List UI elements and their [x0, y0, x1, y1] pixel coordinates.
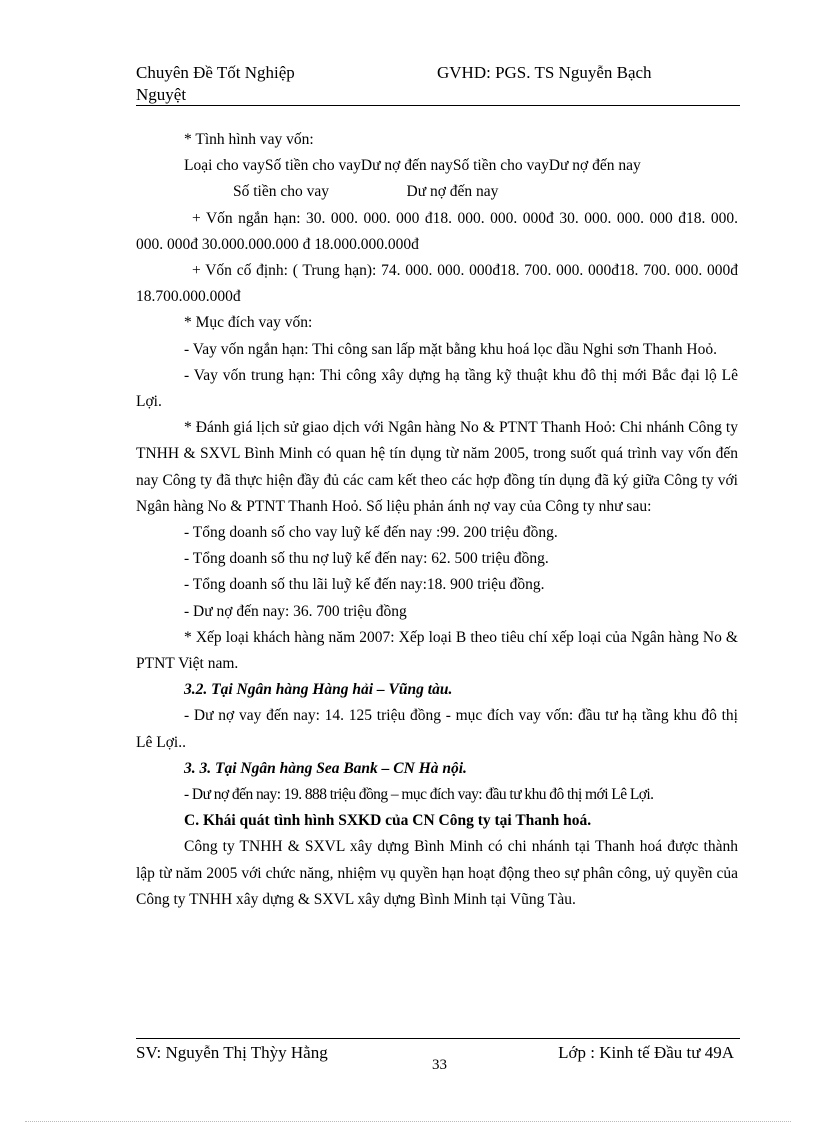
customer-rating-paragraph: * Xếp loại khách hàng năm 2007: Xếp loại B theo tiêu chí xếp loại của Ngân hàng No & PTNT Việt nam. [136, 628, 738, 673]
outstanding-debt-item: - Dư nợ đến nay: 36. 700 triệu đồng [184, 602, 407, 620]
medium-term-purpose-paragraph: - Vay vốn trung hạn: Thi công xây dựng hạ tầng kỹ thuật khu đô thị mới Bắc đại lộ Lê Lợi. [136, 366, 738, 411]
footer-student-name: SV: Nguyễn Thị Thỳy Hằng [136, 1043, 328, 1062]
loan-table-subheader: Số tiền cho vay Dư nợ đến nay [233, 183, 499, 201]
short-term-purpose-paragraph: - Vay vốn ngắn hạn: Thi công san lấp mặt bằng khu hoá lọc dầu Nghi sơn Thanh Hoỏ. [184, 340, 717, 358]
total-loan-sales-item: - Tổng doanh số cho vay luỹ kế đến nay :99. 200 triệu đồng. [184, 524, 558, 542]
short-term-loan-text: + Vốn ngắn hạn: 30. 000. 000. 000 đ18. 000. 000. 000đ 30. 000. 000. 000 đ18. 000. 000. 000đ 30.000.000.000 đ 18.000.000.000đ [136, 209, 738, 253]
company-overview-paragraph: Công ty TNHH & SXVL xây dựng Bình Minh có chi nhánh tại Thanh hoá được thành lập từ năm 2005 với chức năng, nhiệm vụ quyền hạn hoạt động theo sự phân công, uỷ quyền của Công ty TNHH xây dựng & SXVL xây dựng Bình Minh tại Vũng Tàu. [136, 838, 738, 908]
loan-table-header-run: Loại cho vaySố tiền cho vayDư nợ đến naySố tiền cho vayDư nợ đến nay [184, 157, 641, 175]
short-term-loan-row [136, 206, 738, 258]
header-thesis-title: Chuyên Đề Tốt Nghiệp [136, 63, 295, 82]
fixed-capital-loan-row: + Vốn cố định: ( Trung hạn): 74. 000. 000. 000đ18. 700. 000. 000đ18. 700. 000. 000đ 18.700.000.000đ [136, 262, 738, 306]
footer-rule [136, 1038, 740, 1039]
footer-class: Lớp : Kinh tế Đầu tư 49A [558, 1043, 734, 1062]
page-edge-dotted-line [25, 1121, 791, 1122]
maritime-bank-debt-paragraph: - Dư nợ vay đến nay: 14. 125 triệu đồng - mục đích vay vốn: đầu tư hạ tầng khu đô thị Lê Lợi.. [136, 707, 738, 751]
document-body [136, 127, 738, 913]
header-supervisor-continued: Nguyệt [136, 85, 187, 104]
total-debt-collected-item: - Tổng doanh số thu nợ luỹ kế đến nay: 62. 500 triệu đồng. [184, 550, 549, 568]
loan-status-heading: * Tình hình vay vốn: [184, 131, 314, 148]
loan-purpose-heading: * Mục đích vay vốn: [184, 314, 313, 332]
transaction-history-paragraph: * Đánh giá lịch sử giao dịch với Ngân hàng No & PTNT Thanh Hoỏ: Chi nhánh Công ty TNHH & SXVL Bình Minh có quan hệ tín dụng từ năm 2005, trong suốt quá trình vay vốn đến nay Công ty đã thực hiện đầy đủ các cam kết theo các hợp đồng tín dụng đã ký giữa Công ty với Ngân hàng No & PTNT Thanh Hoỏ. Số liệu phản ánh nợ vay của Công ty như sau: [136, 419, 738, 515]
section-heading-seabank: 3. 3. Tại Ngân hàng Sea Bank – CN Hà nội. [184, 759, 467, 777]
page-number: 33 [432, 1057, 447, 1073]
section-heading-maritime-bank: 3.2. Tại Ngân hàng Hàng hải – Vũng tàu. [184, 681, 453, 699]
page-header [136, 62, 740, 106]
page-footer [136, 1042, 740, 1078]
total-interest-collected-item: - Tổng doanh số thu lãi luỹ kế đến nay:18. 900 triệu đồng. [184, 576, 545, 594]
section-heading-business-overview: C. Khái quát tình hình SXKD của CN Công ty tại Thanh hoá. [184, 812, 592, 830]
header-supervisor: GVHD: PGS. TS Nguyễn Bạch [437, 63, 652, 82]
header-rule [136, 105, 740, 106]
seabank-debt-line: - Dư nợ đến nay: 19. 888 triệu đồng – mục đích vay: đầu tư khu đô thị mới Lê Lợi. [184, 786, 654, 804]
